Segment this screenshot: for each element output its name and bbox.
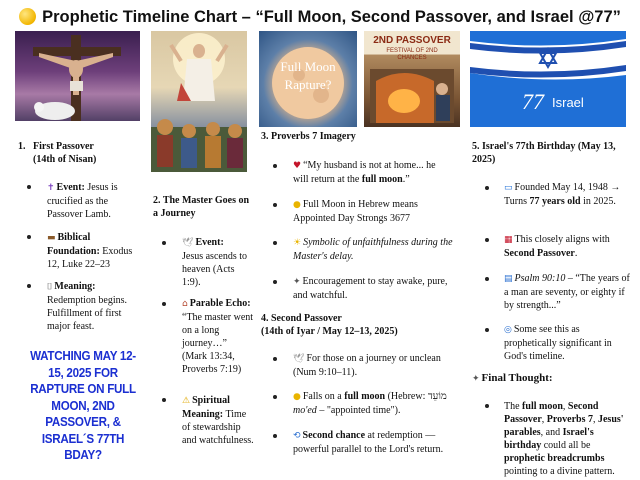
crucifixion-image	[15, 31, 140, 121]
moon-icon: ●	[293, 200, 301, 210]
spiritual-meaning: ⚠ Spiritual Meaning: Time of stewardship and watchfulness.	[182, 395, 254, 446]
biblical-foundation: ▬ Biblical Foundation: Exodus 12, Luke 22–23	[47, 232, 133, 270]
svg-text:CHANCES: CHANCES	[397, 55, 427, 61]
svg-text:2ND PASSOVER: 2ND PASSOVER	[373, 35, 451, 46]
warning-icon: ⚠	[182, 396, 191, 406]
repeat-icon: ⟲	[293, 431, 301, 441]
psalm-90: ▤ Psalm 90:10 – “The years of a man are seventy, or eighty if by strength...”	[504, 273, 630, 311]
watching-callout: WATCHING MAY 12-15, 2025 FOR RAPTURE ON FULL MOON, 2ND PASSOVER, & ISRAEL´S 77TH BDAY?	[30, 349, 136, 462]
svg-text:Israel: Israel	[552, 95, 584, 110]
telescope-icon: ✦	[472, 374, 480, 384]
bullet	[273, 395, 277, 399]
second-passover-image	[364, 31, 460, 127]
israel-founded: ▭ Founded May 14, 1948 → Turns 77 years old in 2025.	[504, 182, 621, 207]
svg-text:77: 77	[522, 89, 544, 114]
bullet	[273, 280, 277, 284]
svg-text:Rapture?: Rapture?	[284, 77, 332, 92]
final-thought-heading: ✦ Final Thought:	[472, 372, 553, 384]
israel-flag-icon: ▭	[504, 183, 513, 193]
parable-echo: ⌂ Parable Echo: “The master went on a long journey…” (Mark 13:34, Proverbs 7:19)	[182, 298, 254, 375]
unfaithfulness-note: ☀ Symbolic of unfaithfulness during the Master's delay.	[293, 237, 453, 262]
svg-text:Full Moon: Full Moon	[280, 59, 336, 74]
lightbulb-icon: ☀	[293, 238, 302, 248]
scroll-icon: ⌷	[47, 282, 53, 292]
dove-icon: 🕊	[182, 238, 194, 248]
first-passover-meaning: ⌷ Meaning: Redemption begins. Fulfillment of first major feast.	[47, 281, 127, 332]
svg-text:FESTIVAL OF 2ND: FESTIVAL OF 2ND	[386, 48, 438, 54]
book-icon: ▤	[504, 274, 513, 284]
second-chance: ⟲ Second chance at redemption — powerful parallel to the Lord's return.	[293, 430, 444, 455]
master-journey-heading: 2. The Master Goes on a Journey	[153, 195, 250, 219]
bullet	[485, 404, 489, 408]
full-moon-moed: ● Falls on a full moon (Hebrew: מוֹעֵד mo'ed – "appointed time").	[293, 391, 447, 416]
prophetic-significance: ◎ Some see this as prophetically significant in God's timeline.	[504, 324, 612, 362]
bullet	[273, 434, 277, 438]
telescope-icon: ✦	[293, 277, 301, 287]
bullet	[162, 241, 166, 245]
bullet	[485, 186, 489, 190]
journey-unclean: 🕊 For those on a journey or unclean (Num 9:10–11).	[293, 353, 441, 378]
bullet	[27, 235, 31, 239]
bullet	[27, 185, 31, 189]
cross-icon: ✝	[47, 183, 55, 193]
full-moon-icon	[19, 8, 36, 25]
bullet	[273, 241, 277, 245]
proverbs-heading: 3. Proverbs 7 Imagery	[261, 131, 356, 142]
bullet	[162, 302, 166, 306]
final-thought-text: The full moon, Second Passover, Proverbs 7, Jesus' parables, and Israel's birthday could all be prophetic breadcrumbs pointing to a divine pattern.	[504, 401, 624, 477]
bullet	[273, 164, 277, 168]
encouragement: ✦ Encouragement to stay awake, pure, and watchful.	[293, 276, 448, 301]
bullet	[27, 284, 31, 288]
page-title: Prophetic Timeline Chart – “Full Moon, Second Passover, and Israel @77”	[0, 4, 640, 30]
full-moon-meaning: ● Full Moon in Hebrew means Appointed Day Strongs 3677	[293, 199, 418, 224]
full-moon-rapture-image	[259, 31, 357, 127]
proverbs-quote: ♥ “My husband is not at home... he will return at the full moon.”	[293, 160, 436, 185]
first-passover-event: ✝ Event: Jesus is crucified as the Passover Lamb.	[47, 182, 118, 220]
bullet	[485, 238, 489, 242]
ascension-image	[151, 31, 247, 172]
bullet	[273, 357, 277, 361]
dove-icon: 🕊	[293, 354, 305, 364]
calendar-icon: ▦	[504, 235, 513, 245]
bullet	[485, 277, 489, 281]
ascension-event: 🕊 Event: Jesus ascends to heaven (Acts 1:9).	[182, 237, 247, 288]
broken-heart-icon: ♥	[293, 161, 302, 171]
bullet	[273, 203, 277, 207]
second-passover-alignment: ▦ This closely aligns with Second Passover.	[504, 234, 610, 259]
israel-heading: 5. Israel's 77th Birthday (May 13, 2025)	[472, 141, 616, 165]
first-passover-heading: 1. First Passover (14th of Nisan)	[18, 141, 97, 165]
book-icon: ▬	[47, 233, 56, 243]
bullet	[485, 328, 489, 332]
israel-77-image	[470, 31, 626, 127]
second-passover-heading: 4. Second Passover (14th of Iyar / May 12–13, 2025)	[261, 313, 398, 337]
bullet	[162, 398, 166, 402]
moon-icon: ●	[293, 392, 301, 402]
compass-icon: ◎	[504, 325, 512, 335]
house-icon: ⌂	[182, 299, 188, 309]
